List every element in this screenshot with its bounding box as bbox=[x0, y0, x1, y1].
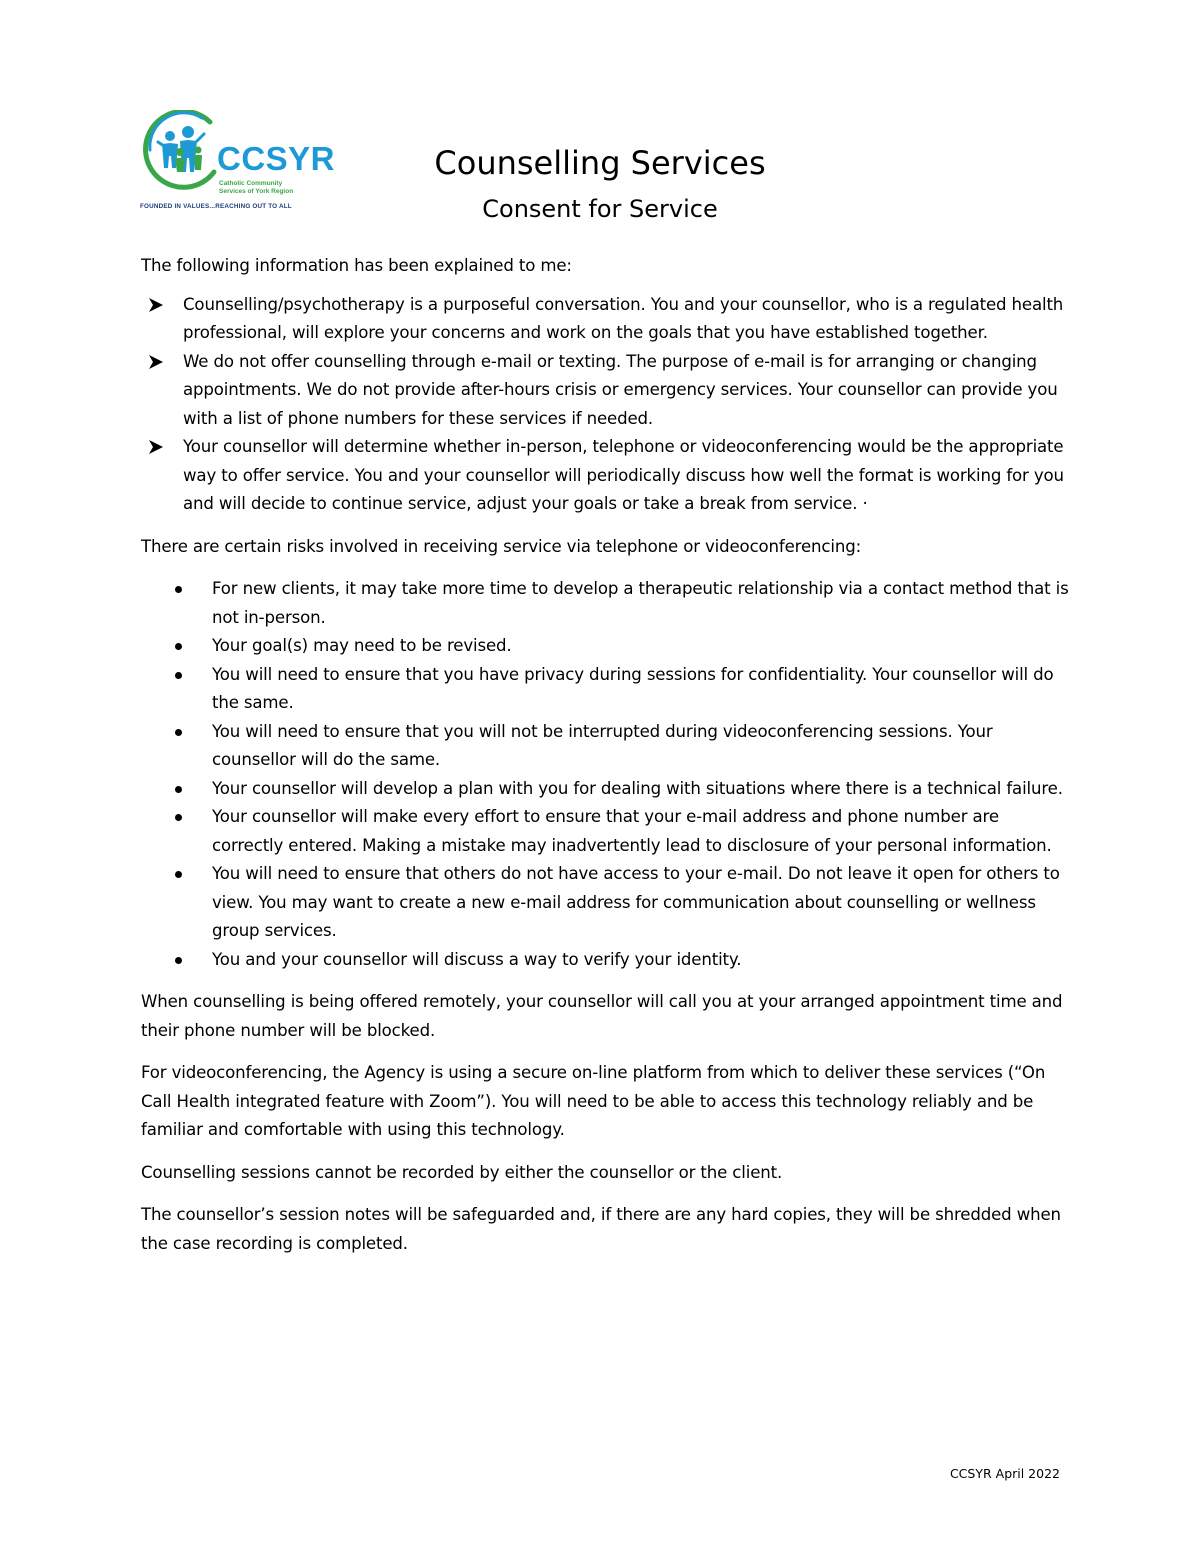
bullet-dot-icon bbox=[175, 729, 182, 736]
remote-paragraph: When counselling is being offered remotely, your counsellor will call you at your arranged appointment time and their phone number will be blocked. bbox=[141, 992, 1063, 1040]
logo-tagline: FOUNDED IN VALUES...REACHING OUT TO ALL bbox=[140, 203, 292, 210]
bullet-dot-icon bbox=[175, 586, 182, 593]
page-title: Counselling Services bbox=[434, 144, 766, 182]
arrowhead-bullet-icon bbox=[148, 354, 164, 370]
bullet-dot-icon bbox=[175, 871, 182, 878]
videoconferencing-paragraph: For videoconferencing, the Agency is using a secure on-line platform from which to deliver these services (“On Call Health integrated feature with Zoom”). You will need to be able to access this technology reliably and be familiar and comfortable with using this technology. bbox=[141, 1063, 1046, 1139]
bullet-dot-icon bbox=[175, 957, 182, 964]
list-item bbox=[141, 661, 1071, 718]
bullet-dot-icon bbox=[175, 786, 182, 793]
list-item-text: Your counsellor will develop a plan with you for dealing with situations where there is a technical failure. bbox=[212, 778, 1063, 798]
intro-text: The following information has been explained to me: bbox=[141, 256, 572, 275]
explained-list bbox=[141, 291, 1071, 519]
list-item-text: Counselling/psychotherapy is a purposeful conversation. You and your counsellor, who is a regulated health professional, will explore your concerns and work on the goals that you have established together. bbox=[183, 294, 1064, 342]
logo-wordmark: CCSYR bbox=[217, 140, 336, 177]
list-item bbox=[141, 632, 1071, 661]
risks-list bbox=[141, 575, 1071, 974]
recording-paragraph: Counselling sessions cannot be recorded by either the counsellor or the client. bbox=[141, 1162, 783, 1182]
logo-org-name: Catholic Community Services of York Region bbox=[219, 180, 294, 195]
document-body bbox=[141, 252, 1071, 1272]
bullet-dot-icon bbox=[175, 643, 182, 650]
list-item-text: Your counsellor will determine whether in-person, telephone or videoconferencing would be the appropriate way to offer service. You and your counsellor will periodically discuss how well the format is working for you and will decide to continue service, adjust your goals or take a break from service. · bbox=[183, 437, 1064, 513]
list-item-text: Your counsellor will make every effort to ensure that your e-mail address and phone number are correctly entered. Making a mistake may inadvertently lead to disclosure of your personal information. bbox=[212, 807, 1052, 855]
list-item-text: For new clients, it may take more time to develop a therapeutic relationship via a contact method that is not in-person. bbox=[212, 579, 1069, 627]
family-emblem-icon bbox=[140, 110, 220, 200]
list-item-text: Your goal(s) may need to be revised. bbox=[212, 636, 512, 655]
list-item bbox=[141, 291, 1071, 348]
list-item bbox=[141, 803, 1071, 860]
list-item-text: You will need to ensure that you have privacy during sessions for confidentiality. Your counsellor will do the same. bbox=[212, 664, 1054, 712]
footer-text: CCSYR April 2022 bbox=[949, 1466, 1060, 1481]
list-item bbox=[141, 575, 1071, 632]
bullet-dot-icon bbox=[175, 814, 182, 821]
list-item-text: We do not offer counselling through e-mail or texting. The purpose of e-mail is for arranging or changing appointments. We do not provide after-hours crisis or emergency services. Your counsellor can provide you with a list of phone numbers for these services if needed. bbox=[183, 351, 1058, 428]
list-item-text: You will need to ensure that you will not be interrupted during videoconferencing sessions. Your counsellor will do the same. bbox=[212, 721, 993, 769]
list-item-text: You and your counsellor will discuss a way to verify your identity. bbox=[212, 949, 742, 969]
list-item bbox=[141, 348, 1071, 434]
list-item bbox=[141, 433, 1071, 519]
bullet-dot-icon bbox=[175, 672, 182, 679]
list-item bbox=[141, 860, 1071, 946]
page-subtitle: Consent for Service bbox=[482, 195, 718, 223]
session-notes-paragraph: The counsellor’s session notes will be safeguarded and, if there are any hard copies, they will be shredded when the case recording is completed. bbox=[141, 1205, 1061, 1253]
arrowhead-bullet-icon bbox=[148, 439, 164, 455]
list-item-text: You will need to ensure that others do not have access to your e-mail. Do not leave it open for others to view. You may want to create a new e-mail address for communication about counselling or wellness group services. bbox=[212, 864, 1060, 940]
list-item bbox=[141, 946, 1071, 975]
list-item bbox=[141, 775, 1071, 804]
arrowhead-bullet-icon bbox=[148, 297, 164, 313]
list-item bbox=[141, 718, 1071, 775]
risks-intro-text: There are certain risks involved in receiving service via telephone or videoconferencing: bbox=[141, 536, 862, 556]
